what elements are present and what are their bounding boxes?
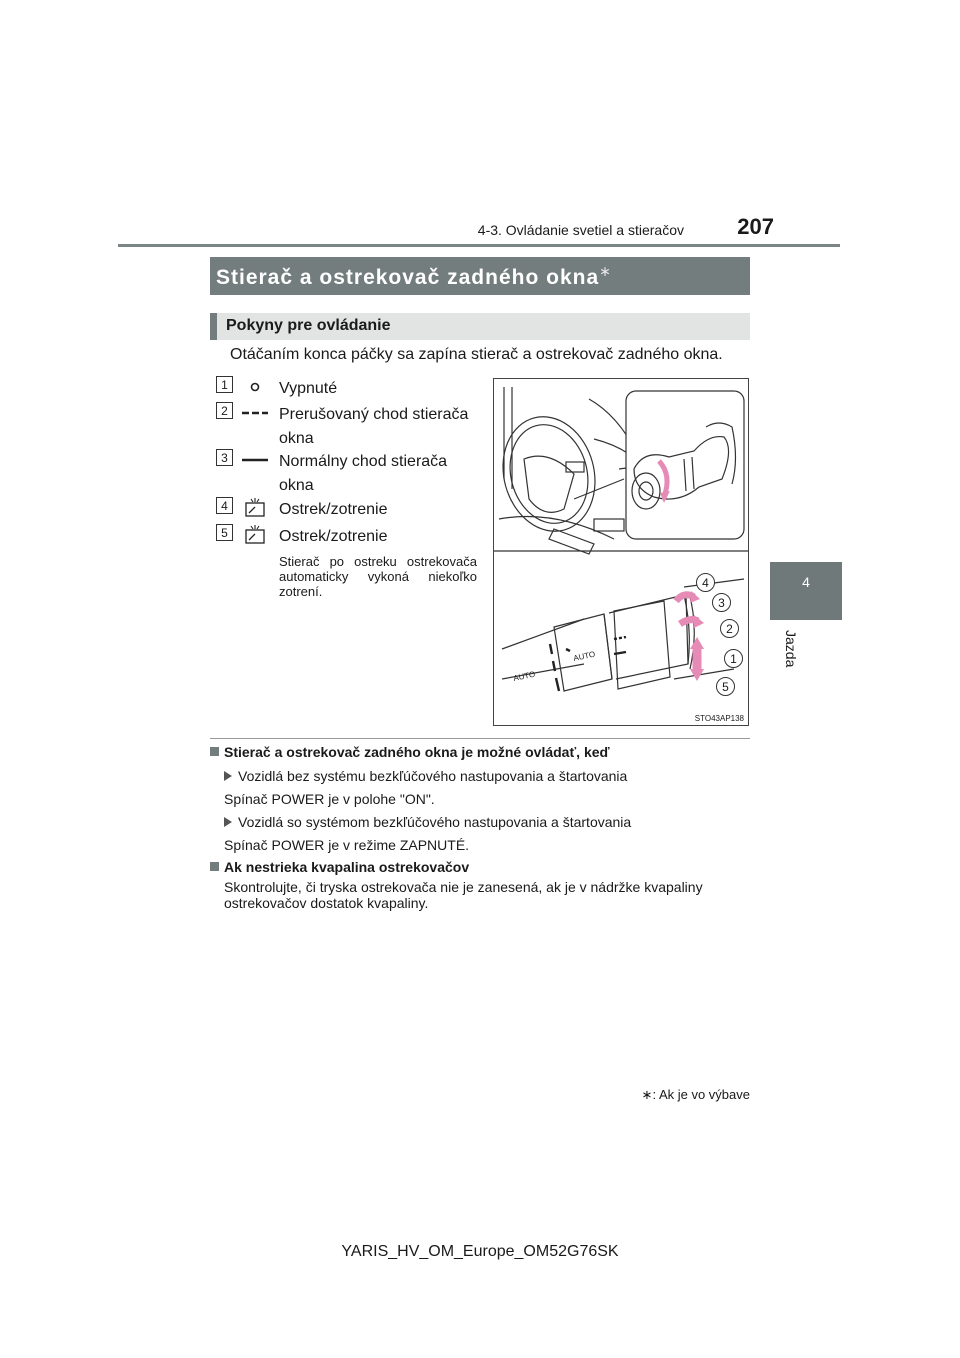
callout-4: 4	[696, 573, 715, 592]
page-number: 207	[737, 214, 774, 239]
lever-auto-label: AUTO	[572, 649, 597, 663]
chapter-tab	[770, 562, 842, 620]
section-title-bar	[210, 257, 750, 295]
legend-number: 3	[216, 449, 233, 466]
notes-divider	[210, 738, 750, 739]
intro-text: Otáčaním konca páčky sa zapína stierač a ostrekovač zadného okna.	[230, 346, 723, 363]
square-bullet-icon	[210, 862, 219, 871]
section-title-text: Stierač a ostrekovač zadného okna	[216, 266, 600, 289]
footnote-text: : Ak je vo výbave	[652, 1087, 750, 1102]
legend-note: Stierač po ostreku ostrekovača automaticky vykoná niekoľko zotrení.	[279, 554, 477, 599]
solid-line-icon	[240, 449, 270, 471]
triangle-bullet-icon	[224, 771, 232, 781]
legend-label: Normálny chod stierača okna	[279, 453, 448, 494]
illustration-code: STO43AP138	[694, 714, 744, 723]
chapter-tab-label	[771, 630, 811, 670]
rear-washer-icon	[240, 497, 270, 519]
header-divider	[118, 244, 840, 247]
callout-1: 1	[724, 649, 743, 668]
rear-washer-icon	[240, 524, 270, 546]
lever-auto-label-2: AUTO	[512, 669, 537, 683]
legend-label: Prerušovaný chod stierača okna	[279, 406, 469, 447]
note-1-title-text: Stierač a ostrekovač zadného okna je možné ovládať, keď	[224, 744, 610, 760]
legend-label: Ostrek/zotrenie	[279, 528, 388, 545]
legend-label: Ostrek/zotrenie	[279, 501, 388, 518]
wiper-lever-illustration	[493, 378, 749, 726]
note-2-title	[210, 859, 750, 875]
note-1-text-1: Spínač POWER je v polohe "ON".	[224, 791, 435, 807]
note-1-text-2: Spínač POWER je v režime ZAPNUTÉ.	[224, 837, 470, 853]
subsection-accent	[210, 313, 217, 340]
square-bullet-icon	[210, 747, 219, 756]
note-1-bullet-1	[224, 768, 764, 784]
callout-5: 5	[716, 677, 735, 696]
legend-number: 1	[216, 376, 233, 393]
legend-number: 2	[216, 402, 233, 419]
note-2-title-text: Ak nestrieka kvapalina ostrekovačov	[224, 859, 470, 875]
note-1-bullet-2-text: Vozidlá so systémom bezkľúčového nastupovania a štartovania	[238, 814, 632, 830]
callout-3: 3	[712, 593, 731, 612]
note-1-bullet-1-text: Vozidlá bez systému bezkľúčového nastupovania a štartovania	[238, 768, 628, 784]
chapter-tab-label-text: Jazda	[783, 630, 799, 668]
legend-number: 4	[216, 497, 233, 514]
legend-number: 5	[216, 524, 233, 541]
note-2-text: Skontrolujte, či tryska ostrekovača nie je zanesená, ak je v nádržke kvapaliny ostrekovačov dostatok kvapaliny.	[224, 879, 703, 911]
footnote	[560, 1087, 750, 1103]
subsection-bar	[210, 313, 750, 340]
legend-label: Vypnuté	[279, 380, 338, 397]
note-1-title	[210, 744, 750, 760]
optional-equipment-mark: ∗	[599, 263, 612, 279]
circle-off-icon	[240, 376, 270, 398]
section-title	[216, 263, 612, 290]
dashed-line-icon	[240, 402, 270, 424]
subsection-title: Pokyny pre ovládanie	[226, 317, 391, 334]
callout-2: 2	[720, 619, 739, 638]
note-1-bullet-2	[224, 814, 764, 830]
triangle-bullet-icon	[224, 817, 232, 827]
document-code-footer: YARIS_HV_OM_Europe_OM52G76SK	[341, 1243, 619, 1260]
footnote-mark: ∗	[641, 1087, 653, 1102]
running-header-section: 4-3. Ovládanie svetiel a stieračov	[477, 222, 684, 238]
chapter-tab-number: 4	[802, 574, 810, 590]
illustration-drawing	[494, 379, 748, 725]
